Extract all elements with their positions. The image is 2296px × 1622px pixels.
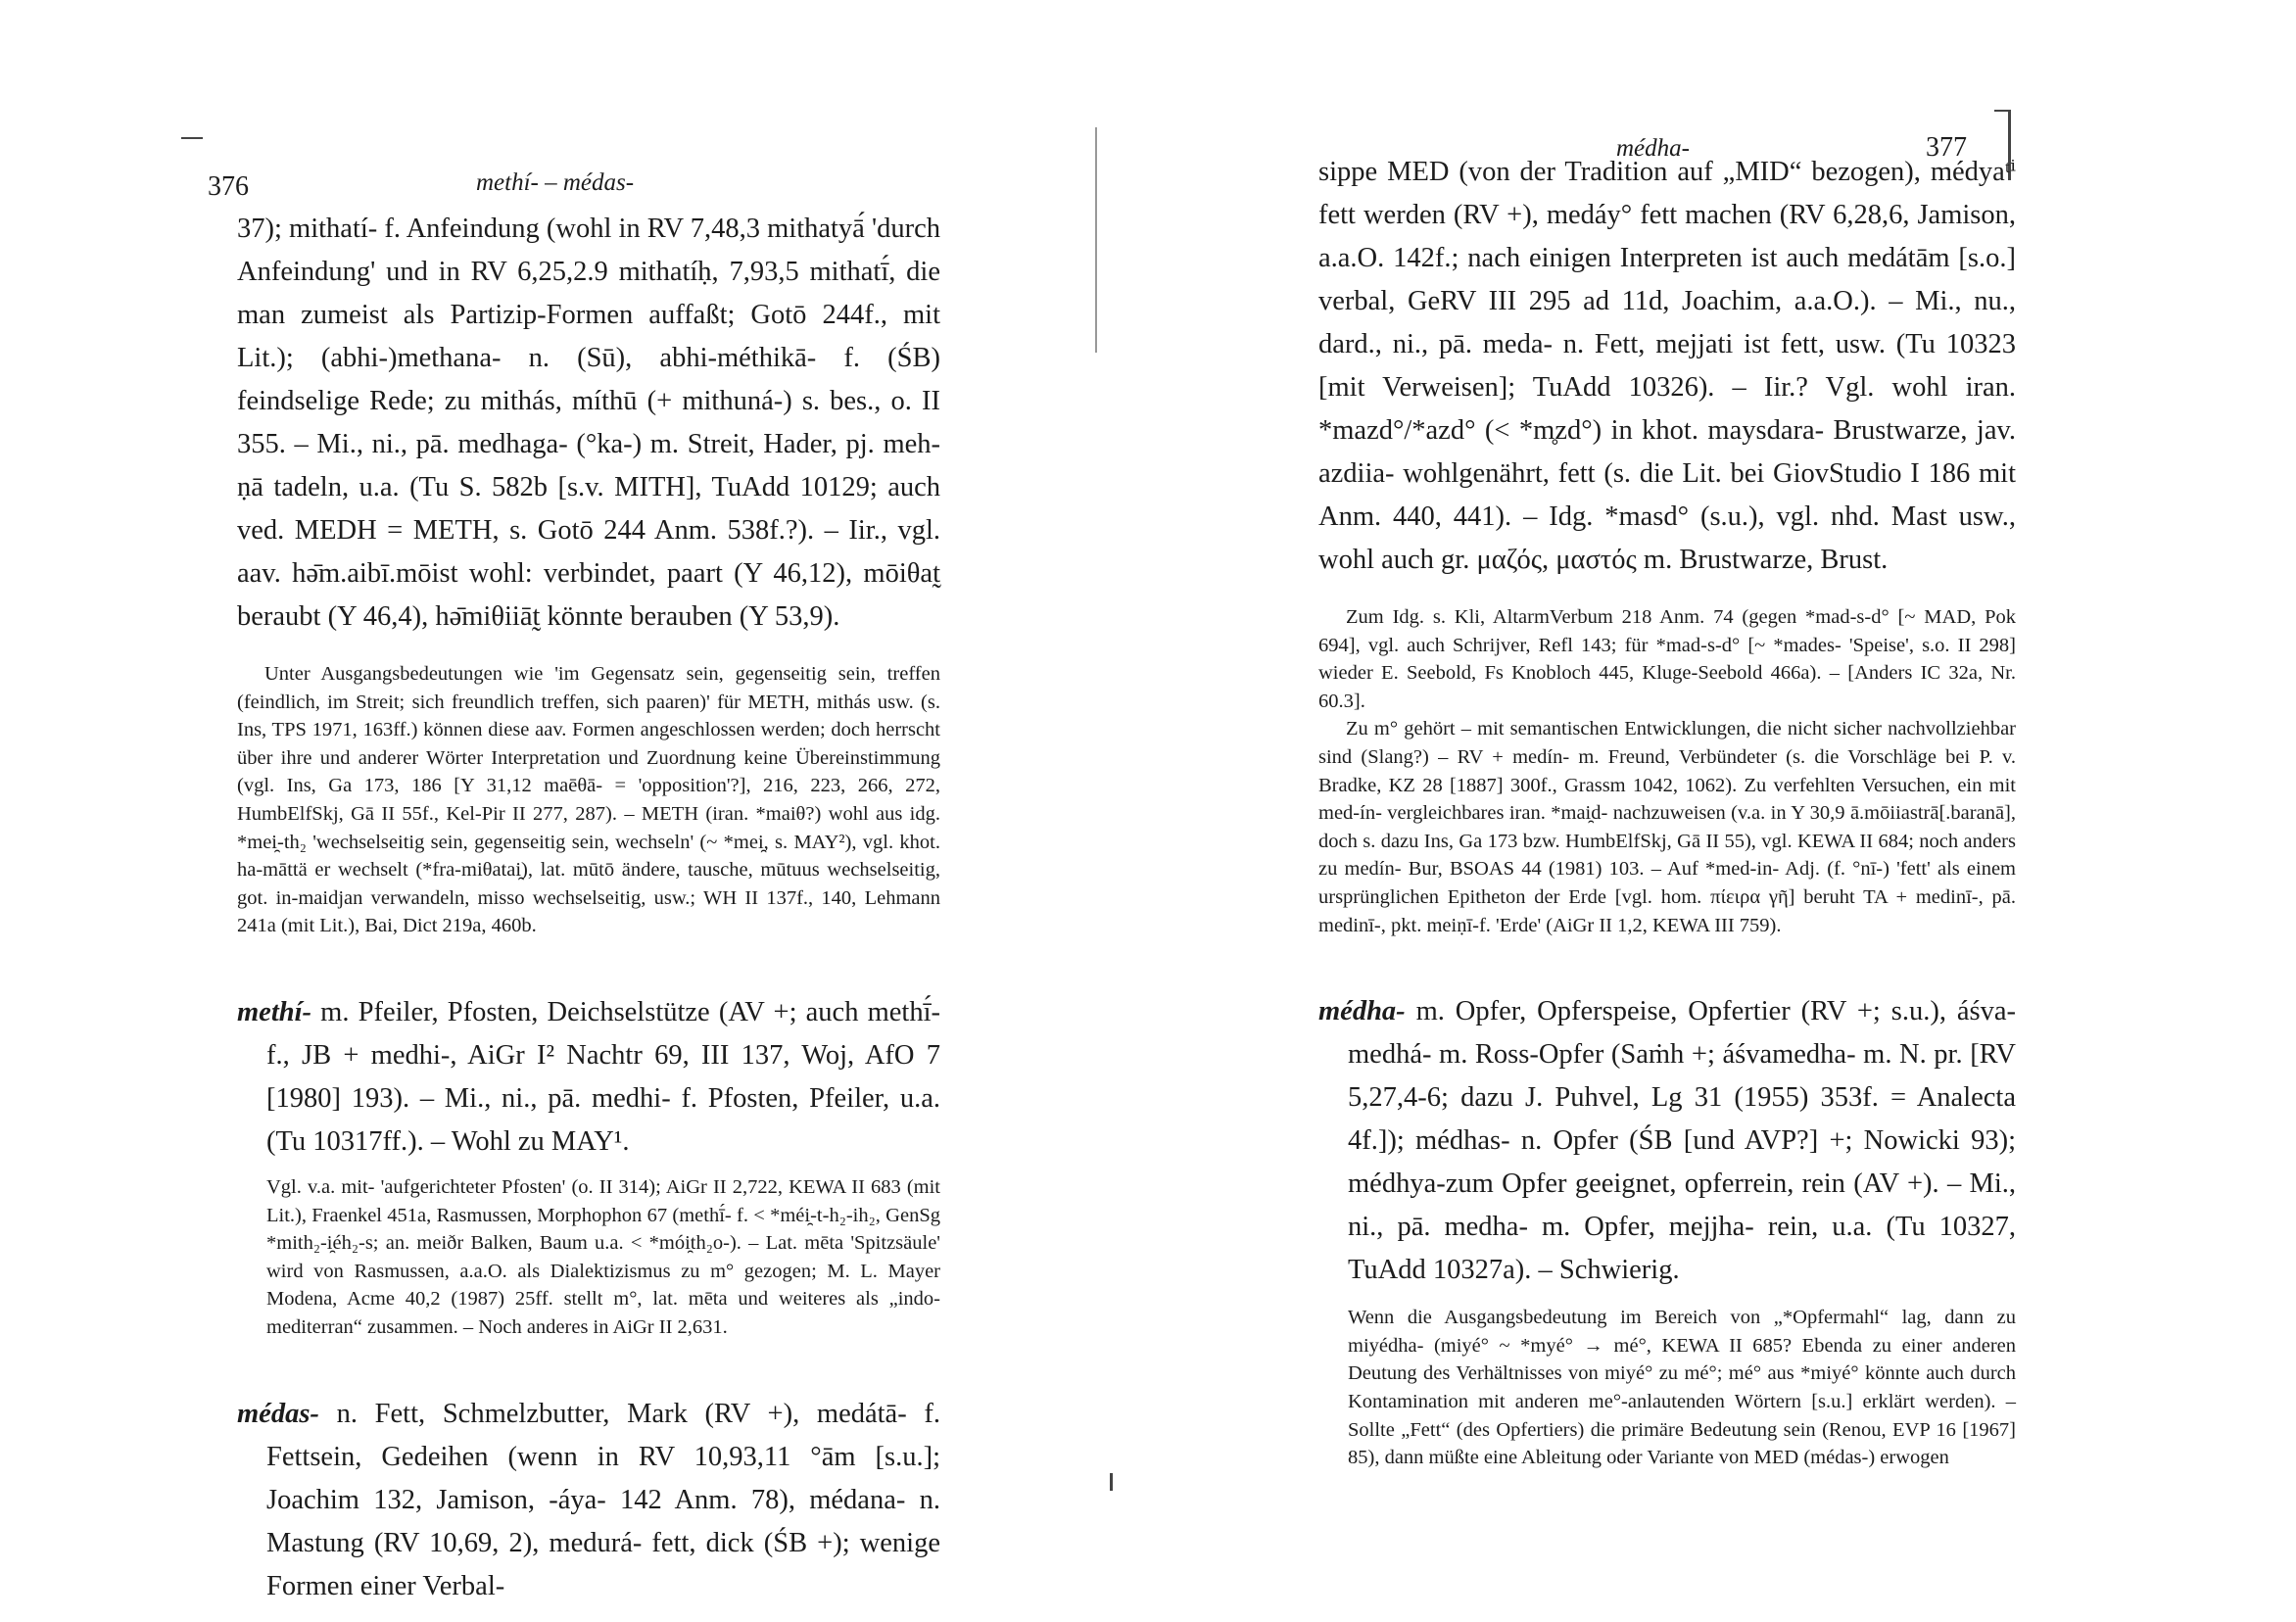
entry-text: m. Opfer, Opferspeise, Opfertier (RV +; s.u.), áśva-medhá- m. Ross-Opfer (Saṁh +; áśvamedha- m. N. pr. [RV 5,27,4-6; dazu J. Puhvel, Lg 31 (1955) 353f. = Analecta 4f.]); médhas- n. Opfer (ŚB [und AVP?] +; Nowicki 93); médhya-zum Opfer geeignet, opferrein, rein (AV +). – Mi., ni., pā. medha- m. Opfer, mejjha- rein, u.a. (Tu 10327, TuAdd 10327a). – Schwierig.	[1348, 996, 2017, 1286]
lemma: médha-	[1318, 996, 1406, 1027]
lemma: médas-	[237, 1398, 319, 1429]
text-column	[1318, 151, 2016, 1472]
entry-text: n. Fett, Schmelzbutter, Mark (RV +), medátā- f. Fettsein, Gedeihen (wenn in RV 10,93,11 °ām [s.u.]; Joachim 132, Jamison, -áya- 142 Anm. 78), médana- n. Mastung (RV 10,69, 2), medurá- fett, dick (ŚB +); wenige Formen einer Verbal-	[266, 1398, 941, 1601]
entry-continuation: sippe MED (von der Tradition auf „MID“ bezogen), médyaᵗⁱ fett werden (RV +), medáy° fett machen (RV 6,28,6, Jamison, a.a.O. 142f.; nach einigen Interpreten ist auch medátām [s.o.] verbal, GeRV III 295 ad 11d, Joachim, a.a.O.). – Mi., nu., dard., ni., pā. meda- n. Fett, mejjati ist fett, usw. (Tu 10323 [mit Verweisen]; TuAdd 10326). – Iir.? Vgl. wohl iran. *mazd°/*azd° (< *m̥zd°) in khot. maysdara- Brustwarze, jav. azdiia- wohlgenährt, fett (s. die Lit. bei GiovStudio I 186 mit Anm. 440, 441). – Idg. *masd° (s.u.), vgl. nhd. Mast usw., wohl auch gr. μαζός, μαστός m. Brustwarze, Brust.	[1318, 157, 2016, 575]
entry-note: Wenn die Ausgangsbedeutung im Bereich von „*Opfermahl“ lag, dann zu miyédha- (miyé° ~ *myé° → mé°, KEWA II 685? Ebenda zu einer anderen Deutung des Verhältnisses von miyé° zu mé°; mé° aus *miyé° könnte auch durch Kontamination mit anderen me°-anlautenden Wörtern [s.u.] erklärt werden). – Sollte „Fett“ (des Opfertiers) die primäre Bedeutung sein (Renou, EVP 16 [1967] 85), dann müßte eine Ableitung oder Variante von MED (médas-) erwogen	[1348, 1307, 2016, 1469]
running-head: methí- – médas-	[476, 169, 635, 196]
right-page	[1136, 0, 2296, 1622]
text-column	[237, 208, 940, 1608]
left-page	[0, 0, 1136, 1622]
entry-medas	[237, 1393, 940, 1608]
footnote: Zu m° gehört – mit semantischen Entwicklungen, die nicht sicher nachvollziehbar sind (Slang?) – RV + medín- m. Freund, Verbündeter (s. die Vorschläge bei P. v. Bradke, KZ 28 [1887] 300f., Grassm 1042, 1062). Zu verfehlten Versuchen, ein mit med-ín- vergleichbares iran. *mai̯d- nachzuweisen (v.a. in Y 30,9 ā.mōiiastrā[.baranā], doch s. dazu Ins, Ga 173 bzw. HumbElfSkj, Gā II 55), vgl. KEWA II 684; noch anders zu medín- Bur, BSOAS 44 (1981) 103. – Auf *med-in- Adj. (f. °nī-) 'fett' als einem ursprünglichen Epitheton der Erde [vgl. hom. πίειρα γῆ] beruht TA + medinī-, pā. medinī-, pkt. meiṇī-f. 'Erde' (AiGr II 1,2, KEWA III 759).	[1318, 718, 2016, 936]
page-number: 377	[1926, 132, 1967, 163]
entry-note: Vgl. v.a. mit- 'aufgerichteter Pfosten' (o. II 314); AiGr II 2,722, KEWA II 683 (mit Lit.), Fraenkel 451a, Rasmussen, Morphophon 67 (methī́- f. < *méi̯-t-h₂-ih₂, GenSg *mith₂-i̯éh₂-s; an. meiðr Balken, Baum u.a. < *mói̯th₂o-). – Lat. mēta 'Spitzsäule' wird von Rasmussen, a.a.O. als Dialektizismus zu m° gezogen; M. L. Mayer Modena, Acme 40,2 (1987) 25ff. stellt m°, lat. mēta und weiteres als „indo-mediterran“ zusammen. – Noch anderes in AiGr II 2,631.	[266, 1175, 940, 1338]
running-head: médha-	[1616, 135, 1690, 162]
page-number: 376	[208, 171, 249, 202]
footnote: Zum Idg. s. Kli, AltarmVerbum 218 Anm. 74 (gegen *mad-s-d° [~ MAD, Pok 694], vgl. auch Schrijver, Refl 143; für *mad-s-d° [~ *mades- 'Speise', s.o. II 298] wieder E. Seebold, Fs Knobloch 445, Kluge-Seebold 466a). – [Anders IC 32a, Nr. 60.3].	[1318, 606, 2016, 712]
entry-continuation: 37); mithatí- f. Anfeindung (wohl in RV 7,48,3 mithatyā́ 'durch Anfeindung' und in RV 6,25,2.9 mithatíḥ, 7,93,5 mithatī́, die man zumeist als Partizip-Formen auffaßt; Gotō 244f., mit Lit.); (abhi-)methana- n. (Sū), abhi-méthikā- f. (ŚB) feindselige Rede; zu mithás, míthū (+ mithuná-) s. bes., o. II 355. – Mi., ni., pā. medhaga- (°ka-) m. Streit, Hader, pj. meh-ṇā tadeln, u.a. (Tu S. 582b [s.v. MITH], TuAdd 10129; auch ved. MEDH = METH, s. Gotō 244 Anm. 538f.?). – Iir., vgl. aav. hə̄m.aibī.mōist wohl: verbindet, paart (Y 46,12), mōiθat̰ beraubt (Y 46,4), hə̄miθiiāt̰ könnte berauben (Y 53,9).	[237, 214, 940, 632]
entry-medha	[1318, 990, 2016, 1472]
footnote: Unter Ausgangsbedeutungen wie 'im Gegensatz sein, gegenseitig sein, treffen (feindlich, im Streit; sich freundlich treffen, sich paaren)' für METH, mithás usw. (s. Ins, TPS 1971, 163ff.) können diese aav. Formen angeschlossen werden; doch herrscht über ihre und anderer Wörter Interpretation und Zuordnung keine Übereinstimmung (vgl. Ins, Ga 173, 186 [Y 31,12 maēθā- = 'opposition'?], 216, 223, 266, 272, HumbElfSkj, Gā II 55f., Kel-Pir II 277, 287). – METH (iran. *maiθ?) wohl aus idg. *mei̯-th₂ 'wechselseitig sein, gegenseitig sein, wechseln' (~ *mei̯, s. MAY²), vgl. khot. ha-māttä er wechselt (*fra-miθatai̯), lat. mūtō ändere, tausche, mūtuus wechselseitig, got. in-maidjan verwandeln, misso wechselseitig, usw.; WH II 137f., 140, Lehmann 241a (mit Lit.), Bai, Dict 219a, 460b.	[237, 663, 940, 937]
entry-text: m. Pfeiler, Pfosten, Deichselstütze (AV +; auch methī́- f., JB + medhi-, AiGr I² Nachtr 69, III 137, Woj, AfO 7 [1980] 193). – Mi., ni., pā. medhi- f. Pfosten, Pfeiler, u.a. (Tu 10317ff.). – Wohl zu MAY¹.	[266, 996, 940, 1157]
lemma: methí-	[237, 996, 311, 1027]
entry-methi	[237, 991, 940, 1342]
